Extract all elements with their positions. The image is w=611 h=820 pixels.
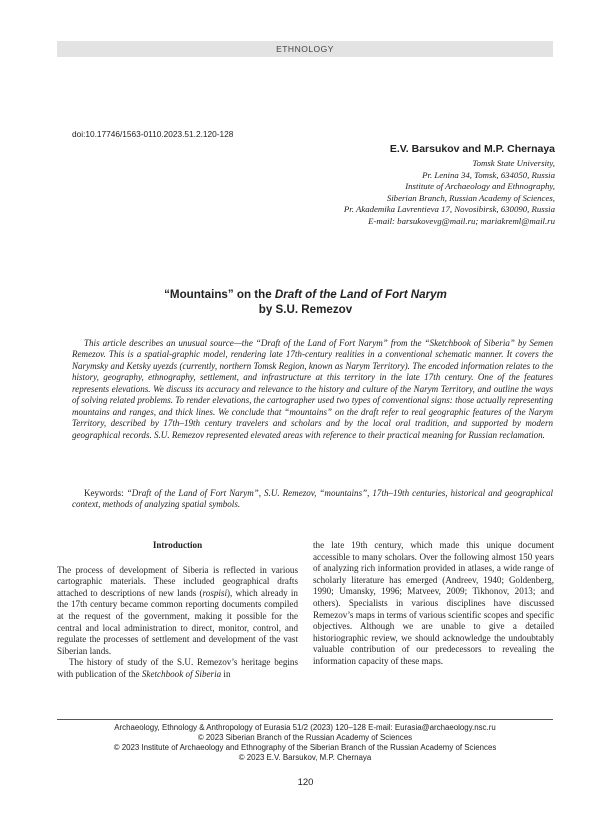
title-part-3: by S.U. Remezov: [258, 302, 353, 316]
column-left: [57, 540, 298, 681]
footer-copyright-line: © 2023 E.V. Barsukov, M.P. Chernaya: [238, 753, 372, 762]
page-number: 120: [297, 777, 314, 788]
rospisi-term: rospisi: [202, 587, 227, 598]
affiliation-line: Tomsk State University,: [472, 158, 555, 168]
intro-paragraph-continued: the late 19th century, which made this unique document accessible to many scholars. Over the following almost 150 years of analyzing rich information provided in atlases, a wide range of scholarly literature has emerged (Andreev, 1940; Goldenberg, 1990; Umansky, 1996; Matveev, 2009; Tikhonov, 2013; and others). Specialists in various disciplines have discussed Remezov’s maps in terms of various scientific scopes and specific objectives. Although we are unable to give a detailed historiographic review, we should acknowledge the undoubtably valuable contribution of our predecessors to revealing the information capacity of these maps.: [313, 540, 554, 666]
keywords-label: Keywords:: [84, 488, 127, 498]
intro-paragraph-2: The history of study of the S.U. Remezov’s heritage begins with publication of the Sketchbook of Siberia in: [57, 657, 298, 679]
abstract-text: This article describes an unusual source—the “Draft of the Land of Fort Narym” from the “Sketchbook of Siberia” by Semen Remezov. This is a spatial-graphic model, rendering late 17th-century realities in a conventional schematic manner. It covers the Narymsky and Ketsky uyezds (currently, northern Tomsk Region, known as Narym Territory). The encoded information relates to the history, geography, ethnography, settlement, and infrastructure at this territory in the late 17th century. One of the features represents elevations. We discuss its accuracy and relevance to the history and culture of the Narym Territory, and outline the ways of solving related problems. To render elevations, the cartographer used two types of conventional signs: those actually representing mountains and ranges, and thick lines. We conclude that “mountains” on the draft refer to real geographic features of the Narym Territory, described by 17th–19th century travelers and scholars and by the local oral tradition, and supported by modern geographical records. S.U. Remezov represented elevated areas with reference to their practical meaning for Russian reclamation.: [72, 338, 553, 440]
journal-footer: [57, 719, 553, 763]
title-part-2: Draft of the Land of Fort Narym: [274, 288, 447, 301]
sketchbook-title: Sketchbook of Siberia: [141, 668, 222, 679]
column-right: [313, 540, 554, 668]
title-part-1: “Mountains” on the: [164, 288, 275, 301]
keywords: [72, 488, 553, 511]
footer-journal-line: Archaeology, Ethnology & Anthropology of Eurasia 51/2 (2023) 120–128 E-mail: Eurasia@archaeology.nsc.ru: [114, 723, 496, 732]
affiliation-email: E-mail: barsukovevg@mail.ru; mariakreml@mail.ru: [368, 215, 555, 226]
footer-copyright-line: © 2023 Institute of Archaeology and Ethnography of the Siberian Branch of the Russian Academy of Sciences: [113, 743, 497, 752]
doi-text: doi:10.17746/1563-0110.2023.51.2.120-128: [72, 129, 234, 139]
authors: E.V. Barsukov and M.P. Chernaya: [389, 143, 555, 155]
footer-copyright-line: © 2023 Siberian Branch of the Russian Academy of Sciences: [197, 733, 413, 742]
affiliation-line: Siberian Branch, Russian Academy of Sciences,: [386, 192, 555, 203]
affiliation-block: [135, 158, 555, 228]
section-heading: Introduction: [152, 540, 203, 550]
abstract: [72, 338, 553, 441]
intro-paragraph-1: The process of development of Siberia is reflected in various cartographic materials. These included geographical drafts attached to descriptions of new lands (rospisi), which already in the 17th century became common reporting documents compiled at the request of the government, making it possible for the central and local administration to direct, monitor, control, and regulate the processes of settlement and development of the vast Siberian lands.: [57, 564, 298, 656]
article-title: [40, 288, 571, 317]
affiliation-line: Institute of Archaeology and Ethnography,: [405, 181, 555, 192]
affiliation-line: Pr. Lenina 34, Tomsk, 634050, Russia: [422, 169, 555, 180]
affiliation-line: Pr. Akademika Lavrentieva 17, Novosibirsk, 630090, Russia: [343, 204, 555, 215]
section-header: ETHNOLOGY: [57, 41, 553, 57]
keywords-text: “Draft of the Land of Fort Narym”, S.U. Remezov, “mountains”, 17th–19th centuries, historical and geographical context, methods of analyzing spatial symbols.: [72, 488, 553, 510]
